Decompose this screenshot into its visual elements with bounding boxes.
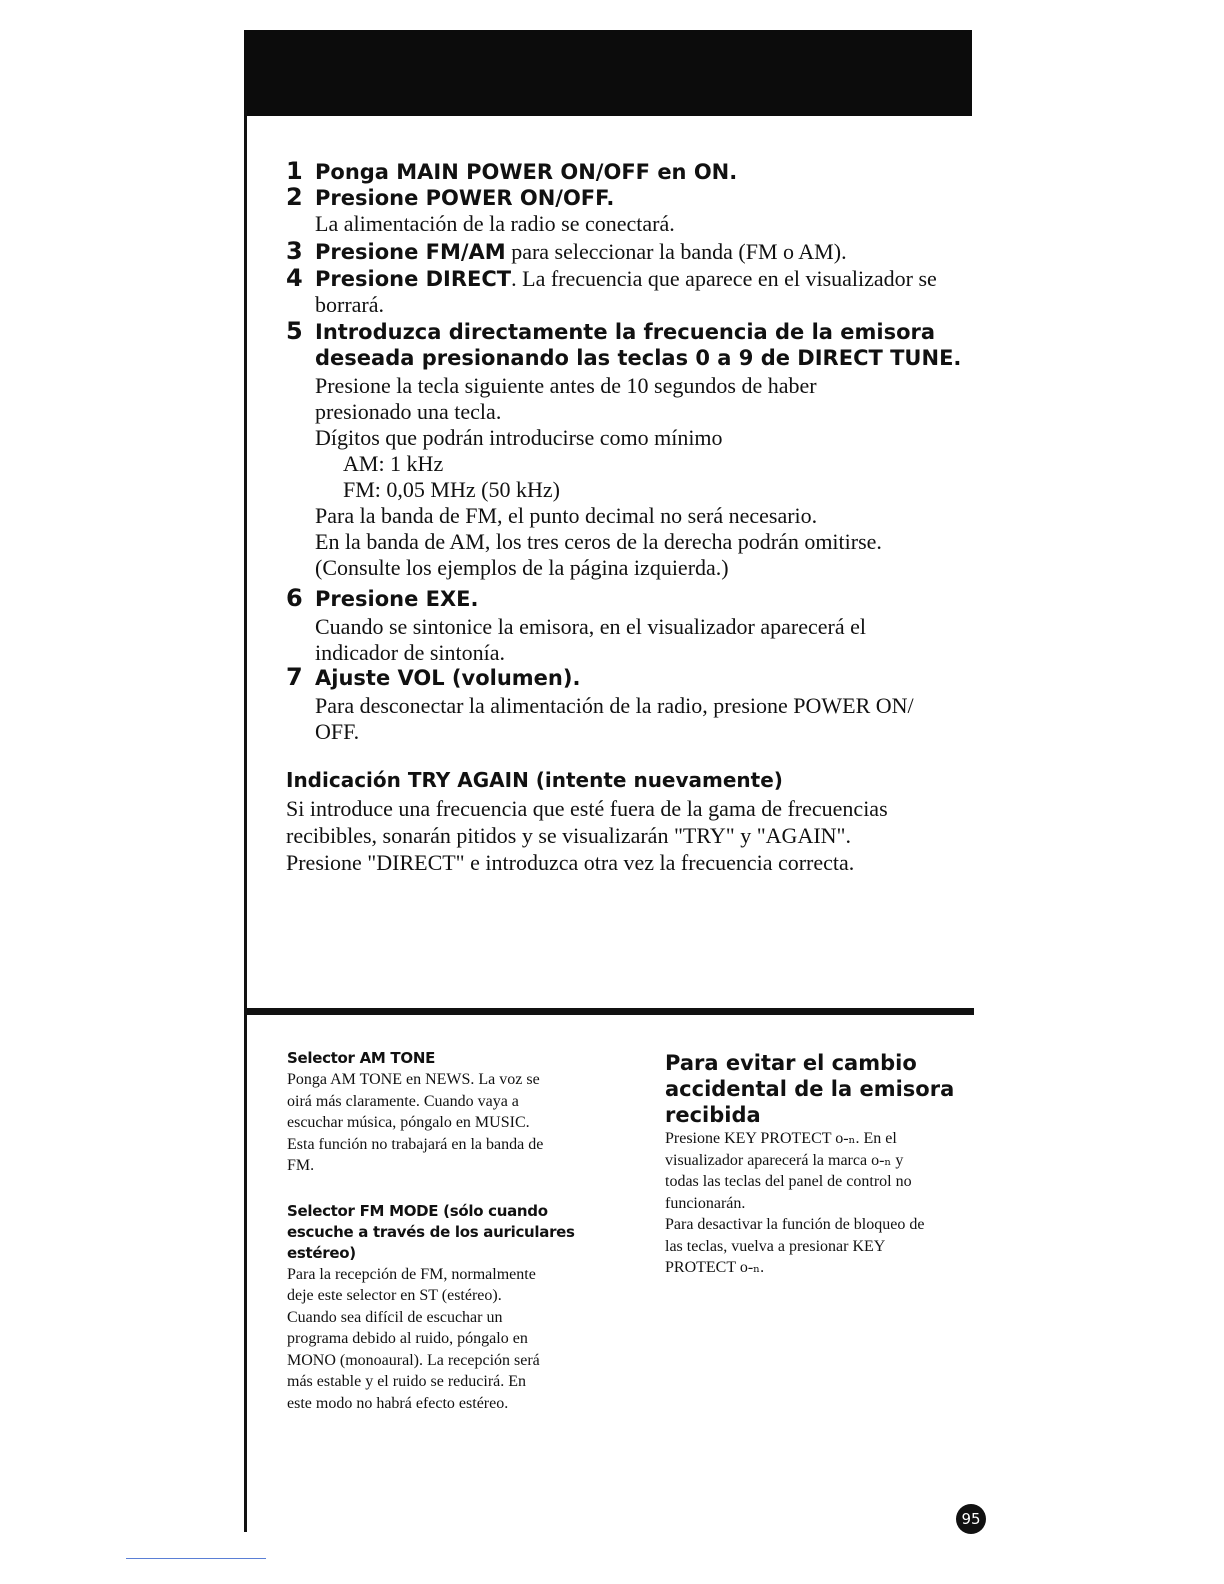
- am-tone-line: FM.: [287, 1157, 315, 1174]
- step-body: borrará.: [315, 292, 385, 317]
- fm-mode-line: Cuando sea difícil de escuchar un: [287, 1308, 503, 1326]
- fm-mode-title-line: estéreo): [287, 1243, 356, 1262]
- step-heading-line2: deseada presionando las teclas 0 a 9 de DIRECT TUNE.: [315, 346, 962, 370]
- step-1: [286, 158, 976, 185]
- step-2: [286, 184, 976, 237]
- header-bar: [244, 30, 972, 116]
- try-again-line: Si introduce una frecuencia que esté fuera de la gama de frecuencias: [286, 796, 888, 821]
- key-protect-line: PROTECT o-ₙ.: [665, 1259, 765, 1276]
- page-number: 95: [956, 1504, 986, 1534]
- try-again-body: [286, 795, 966, 876]
- fm-mode-line: programa debido al ruido, póngalo en: [287, 1330, 528, 1347]
- key-protect-line: todas las teclas del panel de control no: [665, 1173, 912, 1190]
- step-body-line: (Consulte los ejemplos de la página izquierda.): [315, 555, 729, 580]
- step-3: [286, 238, 976, 265]
- step-4: [286, 265, 976, 318]
- am-tone-title: Selector AM TONE: [287, 1049, 436, 1067]
- step-body-line: indicador de sintonía.: [315, 640, 506, 665]
- am-tone-line: oirá más claramente. Cuando vaya a: [287, 1092, 519, 1110]
- key-protect-line: visualizador aparecerá la marca o-ₙ y: [665, 1151, 904, 1169]
- step-number: 2: [286, 183, 303, 211]
- fm-mode-title-line: escuche a través de los auriculares: [287, 1222, 575, 1241]
- step-heading: Presione POWER ON/OFF.: [315, 186, 615, 210]
- am-tone-body: [287, 1069, 597, 1177]
- step-body-line: Cuando se sintonice la emisora, en el visualizador aparecerá el: [315, 614, 866, 639]
- key-protect-title-line: recibida: [665, 1103, 761, 1127]
- fm-mode-line: más estable y el ruido se reducirá. En: [287, 1373, 527, 1390]
- key-protect-body: [665, 1128, 975, 1279]
- step-body-line: presionado una tecla.: [315, 399, 502, 424]
- fm-mode-title-line: Selector FM MODE (sólo cuando: [287, 1201, 548, 1220]
- step-heading-text: para seleccionar la banda (FM o AM).: [505, 239, 847, 264]
- step-heading: Ponga MAIN POWER ON/OFF en ON.: [315, 160, 738, 184]
- step-heading: Presione EXE.: [315, 587, 479, 611]
- key-protect-title-line: accidental de la emisora: [665, 1077, 955, 1101]
- step-heading-text: . La frecuencia que aparece en el visualizador se: [511, 266, 937, 291]
- fm-mode-line: deje este selector en ST (estéreo).: [287, 1287, 502, 1304]
- am-tone-line: Ponga AM TONE en NEWS. La voz se: [287, 1071, 540, 1088]
- step-body-line: Presione la tecla siguiente antes de 10 segundos de haber: [315, 373, 817, 398]
- step-heading: Presione FM/AM: [315, 240, 506, 264]
- fm-mode-line: Para la recepción de FM, normalmente: [287, 1265, 536, 1283]
- left-column: [287, 1048, 597, 1414]
- right-column: [665, 1050, 975, 1279]
- fm-mode-line: MONO (monoaural). La recepción será: [287, 1351, 540, 1369]
- step-body: La alimentación de la radio se conectará.: [315, 211, 675, 236]
- step-number: 5: [286, 317, 303, 345]
- am-tone-line: Esta función no trabajará en la banda de: [287, 1135, 544, 1153]
- left-rule: [244, 110, 247, 1532]
- try-again-line: Presione "DIRECT" e introduzca otra vez la frecuencia correcta.: [286, 850, 855, 875]
- step-number: 7: [286, 663, 303, 691]
- step-5: [286, 318, 976, 581]
- fm-digits: FM: 0,05 MHz (50 kHz): [343, 477, 560, 502]
- step-body-line: En la banda de AM, los tres ceros de la derecha podrán omitirse.: [315, 529, 882, 554]
- am-tone-line: escuchar música, póngalo en MUSIC.: [287, 1114, 530, 1131]
- am-digits: AM: 1 kHz: [343, 451, 444, 476]
- fm-mode-line: este modo no habrá efecto estéreo.: [287, 1394, 509, 1412]
- key-protect-line: las teclas, vuelva a presionar KEY: [665, 1237, 886, 1255]
- fm-mode-body: [287, 1264, 597, 1415]
- key-protect-title: [665, 1050, 975, 1128]
- key-protect-line: funcionarán.: [665, 1194, 746, 1212]
- key-protect-line: Presione KEY PROTECT o-ₙ. En el: [665, 1130, 897, 1147]
- try-again-title: Indicación TRY AGAIN (intente nuevamente): [286, 768, 783, 792]
- step-heading: Presione DIRECT: [315, 267, 512, 291]
- step-heading: Ajuste VOL (volumen).: [315, 666, 581, 690]
- step-number: 3: [286, 237, 303, 265]
- step-7: [286, 664, 976, 745]
- try-again-line: recibibles, sonarán pitidos y se visualizarán "TRY" y "AGAIN".: [286, 823, 852, 848]
- step-number: 1: [286, 157, 303, 185]
- step-body-line: OFF.: [315, 719, 360, 744]
- step-number: 4: [286, 264, 303, 292]
- step-6: [286, 585, 976, 666]
- step-body-line: Para la banda de FM, el punto decimal no será necesario.: [315, 503, 818, 528]
- key-protect-line: Para desactivar la función de bloqueo de: [665, 1216, 925, 1233]
- step-heading: Introduzca directamente la frecuencia de la emisora: [315, 320, 936, 344]
- step-body-line: Para desconectar la alimentación de la radio, presione POWER ON/: [315, 693, 914, 718]
- fm-mode-title: [287, 1201, 597, 1264]
- footer-line: [126, 1558, 266, 1559]
- key-protect-title-line: Para evitar el cambio: [665, 1051, 917, 1075]
- step-body-line: Dígitos que podrán introducirse como mínimo: [315, 425, 723, 450]
- step-number: 6: [286, 584, 303, 612]
- section-divider: [244, 1008, 974, 1015]
